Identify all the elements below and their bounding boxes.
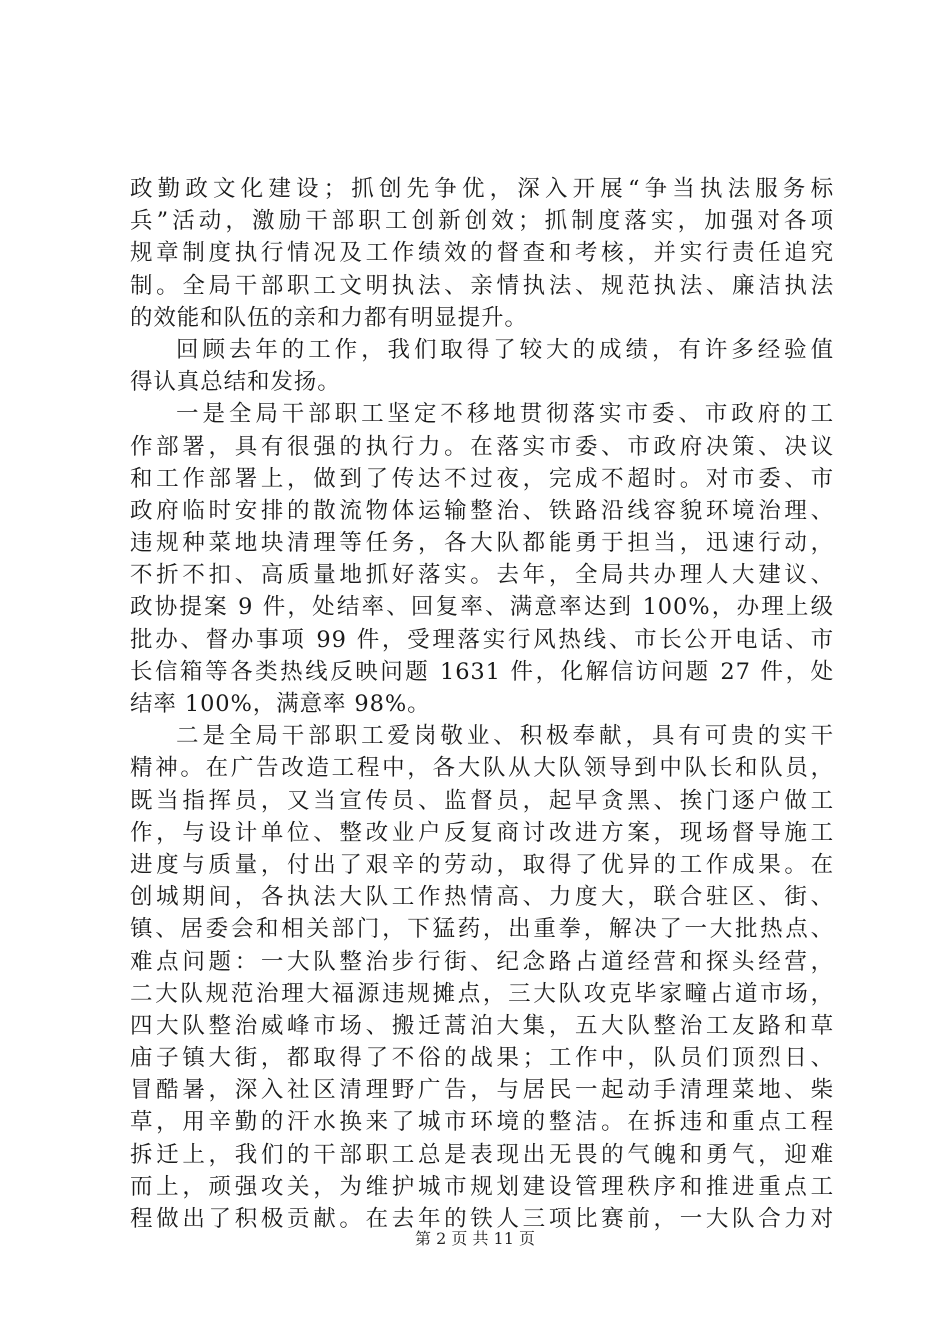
text-line: 而上，顽强攻关，为维护城市规划建设管理秩序和推进重点工	[130, 1173, 834, 1200]
text-line: 作，与设计单位、整改业户反复商讨改进方案，现场督导施工	[130, 819, 834, 846]
text-line: 和工作部署上，做到了传达不过夜，完成不超时。对市委、市	[130, 465, 834, 492]
text-line: 一是全局干部职工坚定不移地贯彻落实市委、市政府的工	[176, 401, 834, 428]
body-text	[130, 173, 834, 1235]
text-line: 进度与质量，付出了艰辛的劳动，取得了优异的工作成果。在	[130, 851, 834, 878]
text-line: 镇、居委会和相关部门，下猛药，出重拳，解决了一大批热点、	[130, 916, 834, 943]
text-line: 既当指挥员，又当宣传员、监督员，起早贪黑、挨门逐户做工	[130, 787, 834, 814]
text-line: 精神。在广告改造工程中，各大队从大队领导到中队长和队员，	[130, 755, 834, 782]
text-line: 不折不扣、高质量地抓好落实。去年，全局共办理人大建议、	[130, 562, 834, 589]
text-line: 冒酷暑，深入社区清理野广告，与居民一起动手清理菜地、柴	[130, 1077, 834, 1104]
text-line: 草，用辛勤的汗水换来了城市环境的整洁。在拆违和重点工程	[130, 1109, 834, 1136]
text-line: 难点问题：一大队整治步行街、纪念路占道经营和探头经营，	[130, 948, 834, 975]
text-line: 规章制度执行情况及工作绩效的督查和考核，并实行责任追究	[130, 240, 834, 267]
text-line: 创城期间，各执法大队工作热情高、力度大，联合驻区、街、	[130, 884, 834, 911]
text-line: 批办、督办事项 99 件，受理落实行风热线、市长公开电话、市	[130, 626, 834, 653]
text-line: 拆迁上，我们的干部职工总是表现出无畏的气魄和勇气，迎难	[130, 1141, 834, 1168]
text-line: 得认真总结和发扬。	[130, 369, 341, 396]
text-line: 政勤政文化建设；抓创先争优，深入开展“争当执法服务标	[130, 176, 834, 202]
text-line: 庙子镇大街，都取得了不俗的战果；工作中，队员们顶烈日、	[130, 1045, 834, 1072]
page-number-footer: 第 2 页 共 11 页	[415, 1229, 535, 1248]
text-line: 结率 100%，满意率 98%。	[130, 691, 431, 717]
text-line: 的效能和队伍的亲和力都有明显提升。	[130, 304, 528, 331]
text-line: 回顾去年的工作，我们取得了较大的成绩，有许多经验值	[176, 336, 834, 363]
text-line: 二是全局干部职工爱岗敬业、积极奉献，具有可贵的实干	[176, 723, 834, 750]
text-line: 政协提案 9 件，处结率、回复率、满意率达到 100%，办理上级	[130, 594, 834, 621]
text-line: 作部署，具有很强的执行力。在落实市委、市政府决策、决议	[130, 433, 834, 460]
text-line: 长信箱等各类热线反映问题 1631 件，化解信访问题 27 件，处	[130, 658, 834, 685]
text-line: 二大队规范治理大福源违规摊点，三大队攻克毕家疃占道市场，	[130, 980, 834, 1007]
text-line: 兵”活动，激励干部职工创新创效；抓制度落实，加强对各项	[130, 208, 834, 235]
text-line: 制。全局干部职工文明执法、亲情执法、规范执法、廉洁执法	[130, 272, 834, 299]
text-line: 政府临时安排的散流物体运输整治、铁路沿线容貌环境治理、	[130, 497, 834, 524]
text-line: 程做出了积极贡献。在去年的铁人三项比赛前，一大队合力对	[130, 1206, 834, 1232]
text-line: 四大队整治威峰市场、搬迁蒿泊大集，五大队整治工友路和草	[130, 1012, 834, 1039]
text-line: 违规种菜地块清理等任务，各大队都能勇于担当，迅速行动，	[130, 530, 834, 557]
